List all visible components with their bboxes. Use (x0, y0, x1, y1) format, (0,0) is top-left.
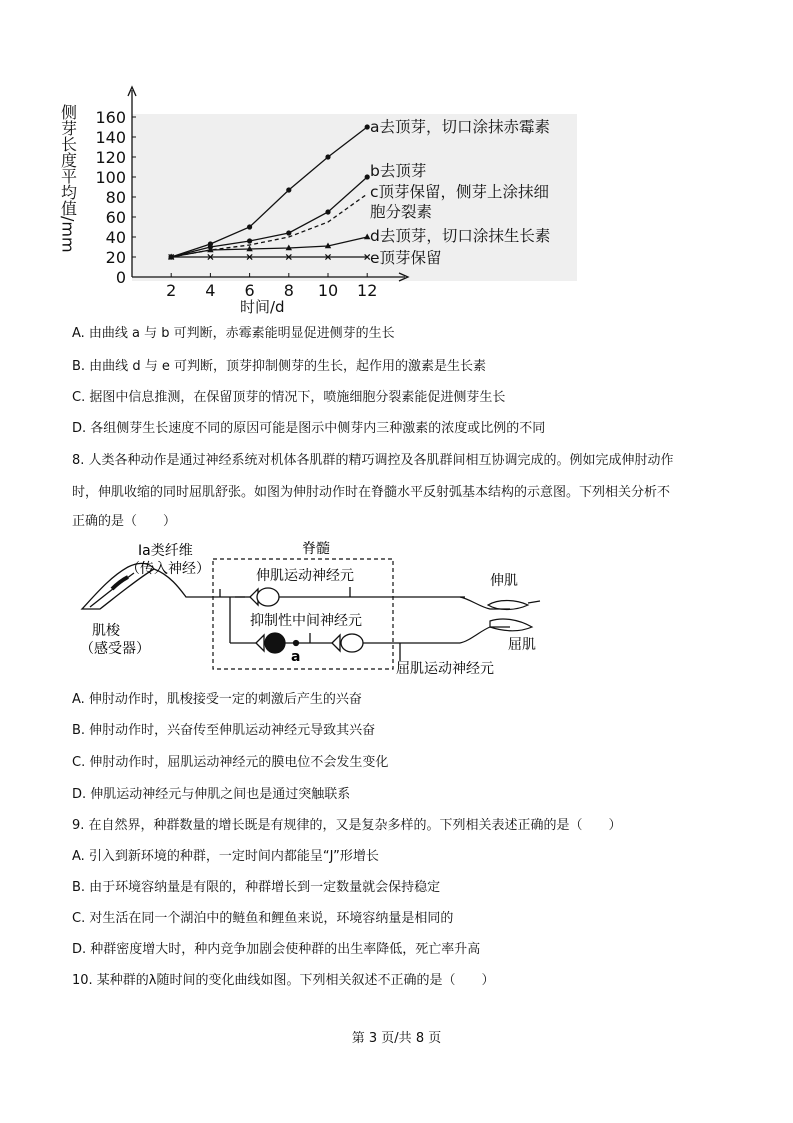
flexor-motor-label: 屈肌运动神经元 (396, 661, 494, 677)
q8-option-d: D. 伸肌运动神经元与伸肌之间也是通过突触联系 (72, 787, 351, 802)
y-tick-label: 120 (95, 148, 126, 167)
q8-option-c: C. 伸肘动作时，屈肌运动神经元的膜电位不会发生变化 (72, 755, 389, 770)
growth-chart (58, 84, 590, 319)
y-tick-label: 60 (105, 208, 126, 227)
spindle-label-2: （感受器） (80, 641, 150, 657)
q9-option-b: B. 由于环境容纳量是有限的，种群增长到一定数量就会保持稳定 (72, 880, 441, 895)
extensor-motor-label: 伸肌运动神经元 (256, 568, 354, 584)
y-tick-label: 140 (95, 128, 126, 147)
point-a-10 (325, 154, 330, 159)
x-tick-label: 2 (166, 281, 177, 300)
page-footer: 第 3 页/共 8 页 (351, 1031, 442, 1046)
spindle-label-1: 肌梭 (92, 623, 120, 639)
y-tick-label: 80 (105, 188, 126, 207)
q9-option-d: D. 种群密度增大时，种内竞争加剧会使种群的出生率降低，死亡率升高 (72, 942, 481, 957)
reflex-arc-diagram (70, 537, 580, 677)
q10-stem: 10. 某种群的λ随时间的变化曲线如图。下列相关叙述不正确的是（ ） (72, 973, 495, 988)
q7-option-a: A. 由曲线 a 与 b 可判断，赤霉素能明显促进侧芽的生长 (72, 326, 395, 341)
chart-xlabel: 时间/d (240, 298, 285, 316)
series-label-e: e顶芽保留 (370, 249, 442, 267)
series-label-c-line1: c顶芽保留，侧芽上涂抹细 (370, 183, 550, 201)
y-tick-label: 100 (95, 168, 126, 187)
q9-option-c: C. 对生活在同一个湖泊中的鲢鱼和鲤鱼来说，环境容纳量是相同的 (72, 911, 454, 926)
series-label-c-line2: 胞分裂素 (370, 203, 433, 221)
spinal-cord-label: 脊髓 (302, 541, 330, 557)
q7-option-c: C. 据图中信息推测，在保留顶芽的情况下，喷施细胞分裂素能促进侧芽生长 (72, 390, 506, 405)
q9-option-a: A. 引入到新环境的种群，一定时间内都能呈“J”形增长 (72, 849, 379, 864)
y-tick-label: 20 (105, 248, 126, 267)
y-tick-label: 40 (105, 228, 126, 247)
q7-option-b: B. 由曲线 d 与 e 可判断，顶芽抑制侧芽的生长，起作用的激素是生长素 (72, 359, 486, 374)
q8-option-a: A. 伸肘动作时，肌梭接受一定的刺激后产生的兴奋 (72, 692, 362, 707)
point-a-8 (286, 187, 291, 192)
q8-stem-line1: 8. 人类各种动作是通过神经系统对机体各肌群的精巧调控及各肌群间相互协调完成的。例如完成伸肘动作 (72, 453, 674, 468)
q8-option-b: B. 伸肘动作时，兴奋传至伸肌运动神经元导致其兴奋 (72, 723, 376, 738)
point-b-10 (325, 209, 330, 214)
x-tick-label: 8 (283, 281, 294, 300)
point-b-6 (247, 238, 252, 243)
chart-ylabel: 侧芽长度平均值/mm (58, 104, 78, 253)
x-tick-label: 12 (357, 281, 378, 300)
q9-stem: 9. 在自然界，种群数量的增长既是有规律的，又是复杂多样的。下列相关表述正确的是（ ） (72, 818, 622, 833)
fiber-label-1: Ia类纤维 (138, 543, 193, 559)
fiber-label-2: （传入神经） (126, 561, 210, 577)
extensor-motor-neuron (250, 587, 465, 606)
flexor-motor-neuron (332, 634, 460, 661)
point-a-6 (247, 224, 252, 229)
x-tick-label: 6 (244, 281, 255, 300)
q8-stem-line2: 时，伸肌收缩的同时屈肌舒张。如图为伸肘动作时在脊髓水平反射弧基本结构的示意图。下列相关分析不 (72, 485, 671, 500)
series-label-a: a去顶芽，切口涂抹赤霉素 (370, 118, 550, 136)
x-tick-label: 4 (205, 281, 216, 300)
point-b-8 (286, 230, 291, 235)
y-tick-label: 160 (95, 108, 126, 127)
q8-stem-line3: 正确的是（ ） (72, 514, 177, 529)
inhibitory-label: 抑制性中间神经元 (250, 613, 362, 629)
series-label-d: d去顶芽，切口涂抹生长素 (370, 227, 551, 245)
y-tick-label: 0 (115, 268, 126, 287)
flexor-label: 屈肌 (508, 637, 536, 653)
series-label-b: b去顶芽 (370, 162, 427, 180)
q7-option-d: D. 各组侧芽生长速度不同的原因可能是图示中侧芽内三种激素的浓度或比例的不同 (72, 421, 546, 436)
point-a-label: a (291, 649, 301, 665)
extensor-label: 伸肌 (490, 573, 518, 589)
x-tick-label: 10 (317, 281, 339, 300)
